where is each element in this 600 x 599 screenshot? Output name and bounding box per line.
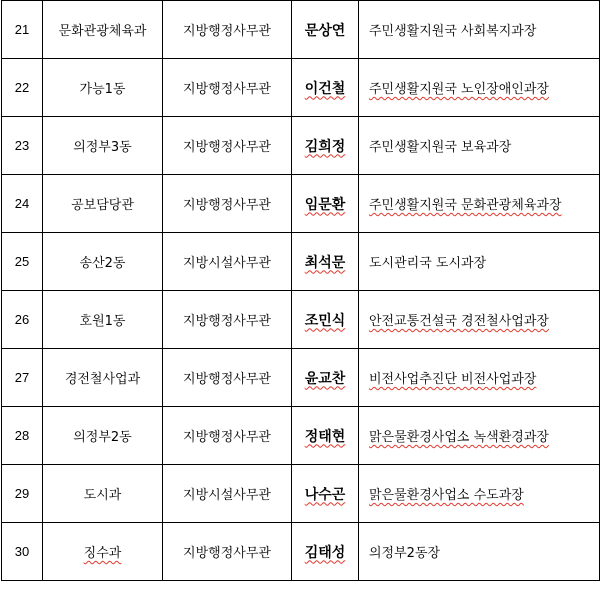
row-number-cell — [2, 407, 43, 465]
new-post-cell — [359, 117, 600, 175]
row-number-cell — [2, 291, 43, 349]
rank: 지방행정사무관 — [183, 24, 271, 39]
person-name: 나수곤 — [304, 486, 346, 503]
rank: 지방시설사무관 — [183, 488, 271, 503]
new-post: 맑은물환경사업소 녹색환경과장 — [369, 430, 549, 445]
row-number-cell — [2, 1, 43, 59]
table-row — [2, 233, 600, 291]
rank: 지방행정사무관 — [183, 314, 271, 329]
row-number: 22 — [14, 80, 30, 95]
person-name: 김희정 — [304, 138, 346, 155]
person-name: 정태현 — [304, 428, 346, 445]
row-number-cell — [2, 523, 43, 581]
new-post-cell — [359, 175, 600, 233]
rank-cell — [163, 465, 292, 523]
rank-cell — [163, 233, 292, 291]
table-row — [2, 175, 600, 233]
row-number-cell — [2, 117, 43, 175]
person-name: 이건철 — [304, 80, 346, 97]
new-post: 주민생활지원국 보육과장 — [369, 140, 512, 155]
rank: 지방행정사무관 — [183, 372, 271, 387]
table-row — [2, 117, 600, 175]
row-number: 26 — [14, 312, 30, 327]
rank-cell — [163, 117, 292, 175]
new-post: 의정부2동장 — [369, 546, 441, 561]
rank-cell — [163, 291, 292, 349]
table-row — [2, 465, 600, 523]
rank: 지방행정사무관 — [183, 430, 271, 445]
previous-department: 문화관광체육과 — [58, 24, 147, 39]
rank: 지방시설사무관 — [183, 256, 271, 271]
person-name-cell — [292, 233, 359, 291]
row-number: 25 — [14, 254, 30, 269]
person-name-cell — [292, 117, 359, 175]
previous-department: 경전철사업과 — [64, 372, 141, 387]
previous-department-cell — [43, 233, 163, 291]
table-row — [2, 523, 600, 581]
row-number-cell — [2, 175, 43, 233]
previous-department-cell — [43, 523, 163, 581]
new-post-cell — [359, 407, 600, 465]
table-row — [2, 349, 600, 407]
previous-department: 호원1동 — [79, 314, 126, 329]
table-row — [2, 59, 600, 117]
row-number-cell — [2, 349, 43, 407]
previous-department: 가능1동 — [79, 82, 126, 97]
row-number-cell — [2, 59, 43, 117]
table-row — [2, 1, 600, 59]
personnel-table — [1, 0, 600, 581]
new-post-cell — [359, 59, 600, 117]
person-name-cell — [292, 523, 359, 581]
new-post-cell — [359, 291, 600, 349]
person-name-cell — [292, 59, 359, 117]
row-number: 27 — [14, 370, 30, 385]
new-post-cell — [359, 523, 600, 581]
rank-cell — [163, 59, 292, 117]
new-post-cell — [359, 465, 600, 523]
previous-department-cell — [43, 465, 163, 523]
previous-department: 공보담당관 — [71, 198, 134, 213]
person-name: 문상연 — [304, 22, 346, 39]
person-name: 윤교찬 — [304, 370, 346, 387]
new-post: 주민생활지원국 사회복지과장 — [369, 24, 537, 39]
rank: 지방행정사무관 — [183, 546, 271, 561]
new-post: 맑은물환경사업소 수도과장 — [369, 488, 524, 503]
row-number: 30 — [14, 544, 30, 559]
previous-department-cell — [43, 59, 163, 117]
previous-department: 의정부3동 — [73, 140, 132, 155]
new-post: 주민생활지원국 노인장애인과장 — [369, 82, 549, 97]
person-name-cell — [292, 465, 359, 523]
previous-department: 의정부2동 — [73, 430, 132, 445]
person-name-cell — [292, 175, 359, 233]
previous-department-cell — [43, 291, 163, 349]
person-name-cell — [292, 349, 359, 407]
table-row — [2, 291, 600, 349]
new-post-cell — [359, 233, 600, 291]
rank-cell — [163, 349, 292, 407]
person-name: 조민식 — [304, 312, 346, 329]
row-number: 23 — [14, 138, 30, 153]
previous-department-cell — [43, 407, 163, 465]
new-post: 주민생활지원국 문화관광체육과장 — [369, 198, 562, 213]
new-post-cell — [359, 349, 600, 407]
previous-department: 징수과 — [83, 546, 122, 561]
row-number: 24 — [14, 196, 30, 211]
rank-cell — [163, 407, 292, 465]
person-name: 김태성 — [304, 544, 346, 561]
rank-cell — [163, 523, 292, 581]
row-number-cell — [2, 465, 43, 523]
person-name: 임문환 — [304, 196, 346, 213]
rank: 지방행정사무관 — [183, 82, 271, 97]
rank-cell — [163, 1, 292, 59]
row-number: 21 — [14, 22, 30, 37]
new-post: 비전사업추진단 비전사업과장 — [369, 372, 537, 387]
rank-cell — [163, 175, 292, 233]
table-row — [2, 407, 600, 465]
person-name-cell — [292, 1, 359, 59]
rank: 지방행정사무관 — [183, 140, 271, 155]
new-post: 안전교통건설국 경전철사업과장 — [369, 314, 549, 329]
rank: 지방행정사무관 — [183, 198, 271, 213]
new-post: 도시관리국 도시과장 — [369, 256, 487, 271]
previous-department-cell — [43, 349, 163, 407]
previous-department: 도시과 — [83, 488, 122, 503]
person-name-cell — [292, 407, 359, 465]
previous-department: 송산2동 — [79, 256, 126, 271]
person-name-cell — [292, 291, 359, 349]
row-number: 29 — [14, 486, 30, 501]
new-post-cell — [359, 1, 600, 59]
previous-department-cell — [43, 117, 163, 175]
row-number: 28 — [14, 428, 30, 443]
row-number-cell — [2, 233, 43, 291]
previous-department-cell — [43, 175, 163, 233]
person-name: 최석문 — [304, 254, 346, 271]
previous-department-cell — [43, 1, 163, 59]
